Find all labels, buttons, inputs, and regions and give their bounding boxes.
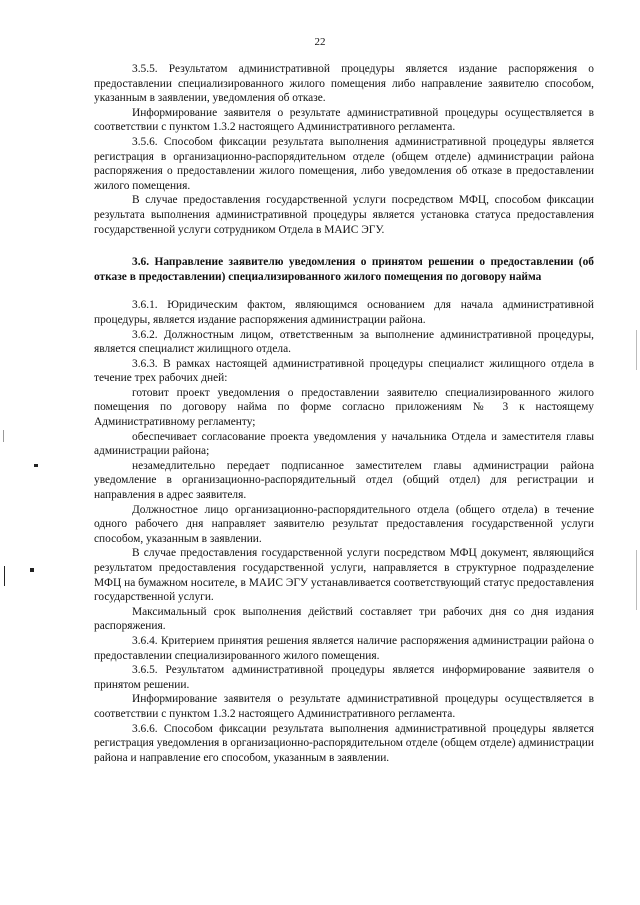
- paragraph-3-6-2: 3.6.2. Должностным лицом, ответственным за выполнение административной процедуры, является специалист жилищного отдела.: [94, 328, 594, 356]
- paragraph-informing-1: Информирование заявителя о результате административной процедуры осуществляется в соответствии с пунктом 1.3.2 настоящего Административного регламента.: [94, 106, 594, 134]
- list-item-prepare-draft: готовит проект уведомления о предоставлении заявителю специализированного жилого помещения по договору найма по форме согласно приложениям № 3 к настоящему Административному регламенту;: [94, 386, 594, 429]
- paragraph-informing-2: Информирование заявителя о результате административной процедуры осуществляется в соответствии с пунктом 1.3.2 настоящего Административного регламента.: [94, 693, 594, 720]
- scan-mark-dot: [34, 464, 38, 467]
- paragraph-max-term: Максимальный срок выполнения действий составляет три рабочих дня со дня издания распоряжения.: [94, 605, 594, 633]
- scan-mark-line: [4, 566, 5, 586]
- scan-mark-line: [636, 550, 637, 610]
- paragraph-3-6-4: 3.6.4. Критерием принятия решения является наличие распоряжения администрации района о предоставлении специализированного жилого помещения.: [94, 634, 594, 662]
- paragraph-3-6-1: 3.6.1. Юридическим фактом, являющимся основанием для начала административной процедуры, является издание распоряжения администрации района.: [94, 299, 594, 326]
- paragraph-3-6-6: 3.6.6. Способом фиксации результата выполнения административной процедуры является регистрация уведомления в организационно-распорядительном отделе (общем отделе) администрации района и направление его способом, указанным в заявлении.: [94, 722, 594, 764]
- list-item-approval: обеспечивает согласование проекта уведомления у начальника Отдела и заместителя главы администрации района;: [94, 430, 594, 458]
- paragraph-mfc-document: В случае предоставления государственной услуги посредством МФЦ документ, являющийся результатом предоставления государственной услуги, направляется в структурное подразделение МФЦ на бумажном носителе, в МАИС ЭГУ устанавливается соответствующий статус предоставления государственной услуги.: [94, 547, 594, 604]
- scan-mark-line: [636, 330, 637, 370]
- paragraph-official-sends: Должностное лицо организационно-распорядительного отдела (общего отдела) в течение одного рабочего дня направляет заявителю результат предоставления государственной услуги способом, указанным в заявлении.: [94, 503, 594, 545]
- scan-mark-dot: [30, 568, 34, 572]
- paragraph-mfc-status: В случае предоставления государственной услуги посредством МФЦ, способом фиксации результата выполнения административной процедуры является установка статуса предоставления государственной услуги сотрудником Отдела в МАИС ЭГУ.: [94, 194, 594, 236]
- page-number: 22: [314, 36, 326, 48]
- document-body: [94, 62, 594, 765]
- paragraph-3-5-6: 3.5.6. Способом фиксации результата выполнения административной процедуры является регистрация в организационно-распорядительном отделе (общем отделе) администрации района распоряжения о предоставлении жилого помещения, либо уведомления об отказе в предоставлении жилого помещения.: [94, 135, 594, 192]
- paragraph-3-6-5: 3.6.5. Результатом административной процедуры является информирование заявителя о принятом решении.: [94, 664, 594, 691]
- list-item-transfer: незамедлительно передает подписанное заместителем главы администрации района уведомление в организационно-распорядительный отдел (общий отдел) для регистрации и направления в адрес заявителя.: [94, 459, 594, 502]
- section-heading-3-6: 3.6. Направление заявителю уведомления о принятом решении о предоставлении (об отказе в предоставлении) специализированного жилого помещения по договору найма: [94, 256, 594, 283]
- paragraph-3-5-5: 3.5.5. Результатом административной процедуры является издание распоряжения о предоставлении специализированного жилого помещения либо направление заявителю способом, указанным в заявлении, уведомления об отказе.: [94, 63, 594, 105]
- paragraph-3-6-3: 3.6.3. В рамках настоящей административной процедуры специалист жилищного отдела в течение трех рабочих дней:: [94, 357, 594, 385]
- scan-mark-line: [3, 430, 4, 442]
